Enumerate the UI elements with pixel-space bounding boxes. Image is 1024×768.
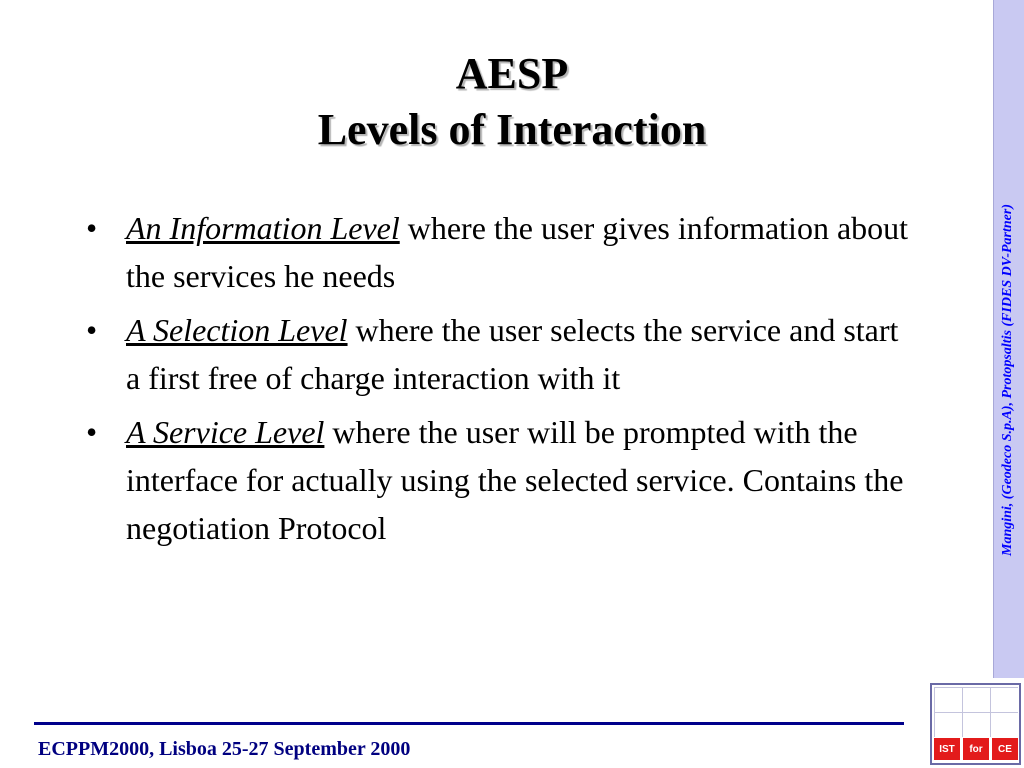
bullet-term: A Selection Level: [126, 312, 348, 348]
bullet-item-service-level: [86, 408, 916, 552]
bullet-term: An Information Level: [126, 210, 400, 246]
title-line-2: Levels of Interaction: [317, 105, 707, 154]
bullet-text: where the user will be prompted with the interface for actually using the selected service. Contains the negotiation Protocol: [126, 414, 904, 546]
bullet-dot: •: [86, 414, 98, 450]
ist-for-ce-logo: [930, 683, 1021, 765]
logo-tag-ist: IST: [934, 738, 960, 760]
logo-tags: [934, 738, 1018, 760]
logo-tag-ce: CE: [992, 738, 1018, 760]
footer-conference-label: ECPPM2000, Lisboa 25-27 September 2000: [38, 738, 411, 760]
bullet-item-selection-level: [86, 306, 916, 402]
title-line-1: AESP: [455, 49, 569, 98]
sidebar-author-credit: Mangini, (Geodeco S.p.A), Protopsaltis (FIDES DV-Partner): [1000, 204, 1015, 556]
logo-tag-for: for: [963, 738, 989, 760]
footer-divider: [34, 722, 904, 725]
bullet-text: where the user selects the service and start a first free of charge interaction with it: [126, 312, 899, 396]
bullet-text: where the user gives information about the services he needs: [126, 210, 909, 294]
bullet-dot: •: [86, 210, 98, 246]
bullet-list: [86, 204, 916, 558]
slide-title: [0, 46, 1024, 158]
logo-grid-icon: [934, 687, 1018, 737]
bullet-dot: •: [86, 312, 98, 348]
bullet-term: A Service Level: [126, 414, 325, 450]
bullet-item-information-level: [86, 204, 916, 300]
